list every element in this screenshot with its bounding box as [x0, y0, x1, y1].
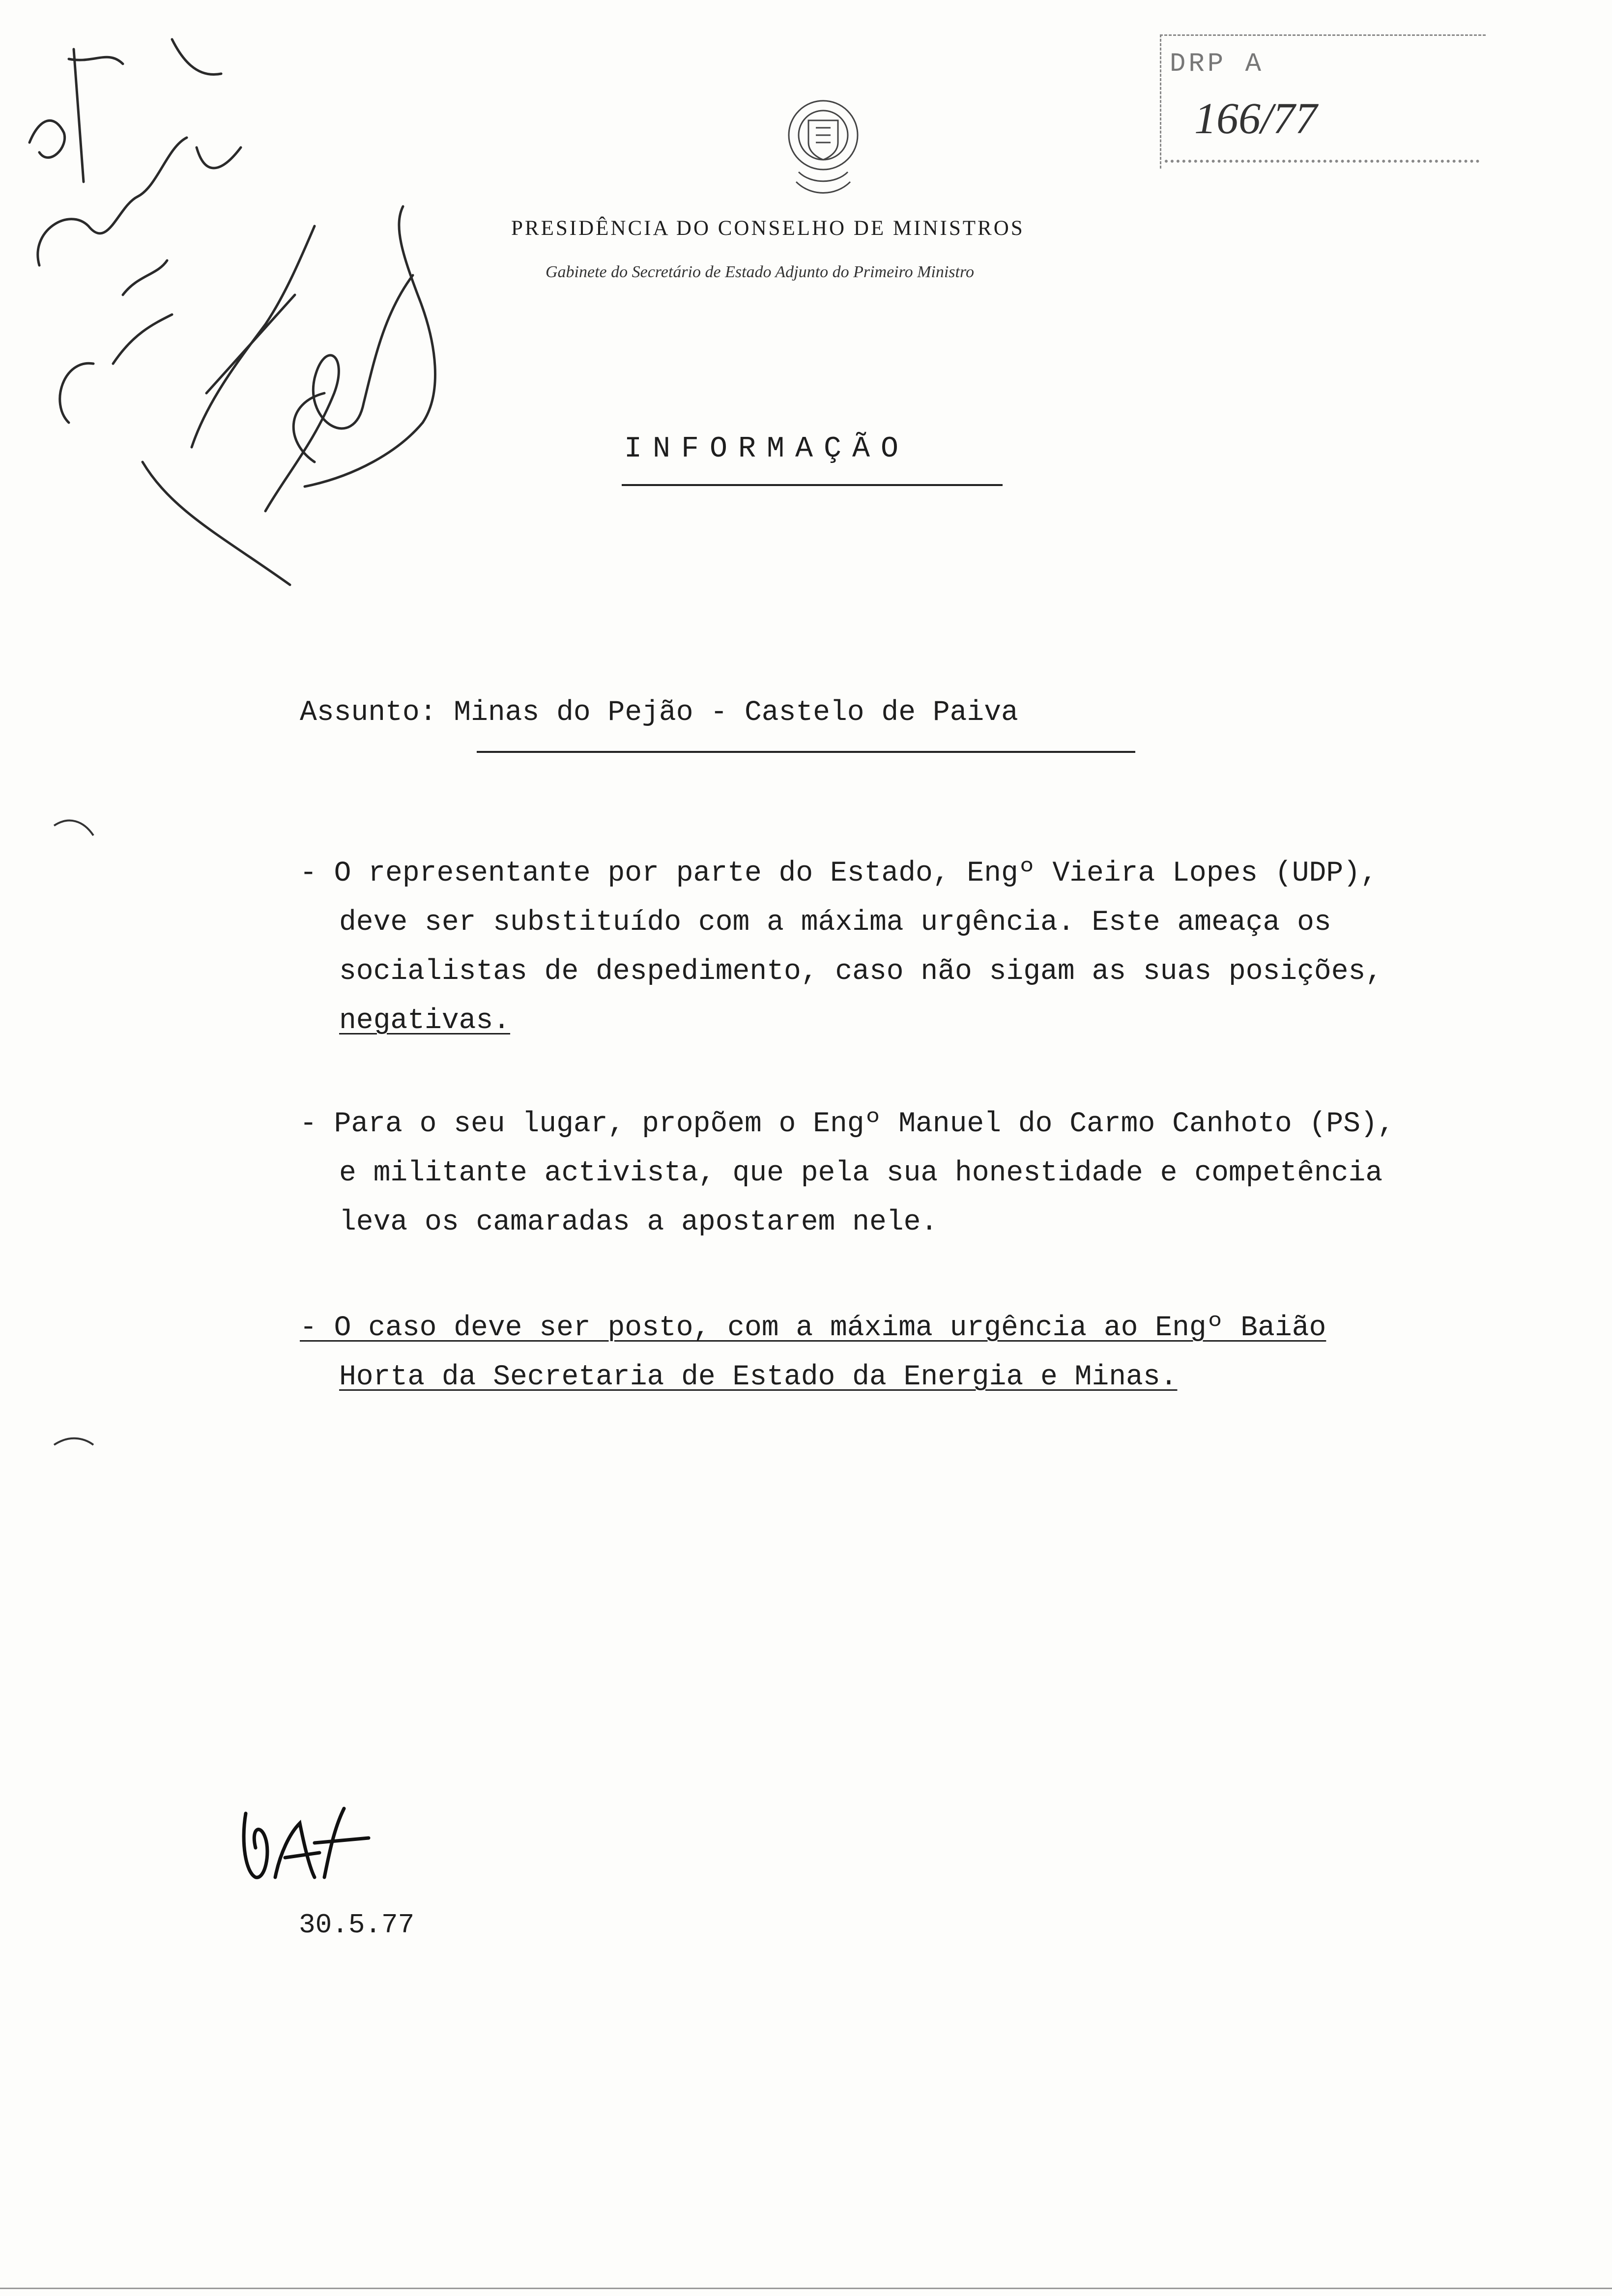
coat-of-arms-emblem	[781, 86, 865, 204]
handwritten-annotation	[10, 20, 452, 609]
title-underline	[622, 484, 1003, 486]
stamp-line-1: DRP A	[1170, 49, 1265, 79]
scan-edge	[0, 2288, 1612, 2289]
underlined-text: negativas.	[339, 1005, 511, 1037]
punch-hole-marks	[49, 806, 118, 1494]
paragraph-3	[300, 1312, 1326, 1410]
subject-label: Assunto:	[300, 697, 437, 729]
registry-stamp	[1160, 34, 1494, 182]
paragraph-line: Horta da Secretaria de Estado da Energia e Minas.	[339, 1361, 1178, 1393]
paragraph-line: deve ser substituído com a máxima urgência. Este ameaça os	[339, 907, 1331, 939]
letterhead-organization: PRESIDÊNCIA DO CONSELHO DE MINISTROS	[511, 217, 1025, 240]
subject-value: Minas do Pejão - Castelo de Paiva	[454, 697, 1018, 729]
letterhead-office: Gabinete do Secretário de Estado Adjunto do Primeiro Ministro	[546, 263, 974, 281]
paragraph-line: - Para o seu lugar, propõem o Engº Manuel do Carmo Canhoto (PS),	[300, 1108, 1395, 1140]
subject-line	[300, 697, 1018, 729]
paragraph-line: leva os camaradas a apostarem nele.	[339, 1206, 938, 1238]
document-title: INFORMAÇÃO	[624, 432, 910, 466]
paragraph-line: - O representante por parte do Estado, Engº Vieira Lopes (UDP),	[300, 858, 1378, 890]
paragraph-line: - O caso deve ser posto, com a máxima urgência ao Engº Baião	[300, 1312, 1326, 1344]
stamp-line-2: 166/77	[1194, 94, 1318, 143]
document-date: 30.5.77	[299, 1909, 415, 1941]
paragraph-line: socialistas de despedimento, caso não sigam as suas posições,	[339, 956, 1383, 988]
paragraph-line	[300, 1005, 1382, 1054]
paragraph-2	[300, 1108, 1395, 1256]
signature	[236, 1794, 393, 1892]
subject-underline	[477, 751, 1135, 753]
paragraph-1	[300, 858, 1382, 1054]
paragraph-line: e militante activista, que pela sua honestidade e competência	[339, 1157, 1383, 1189]
